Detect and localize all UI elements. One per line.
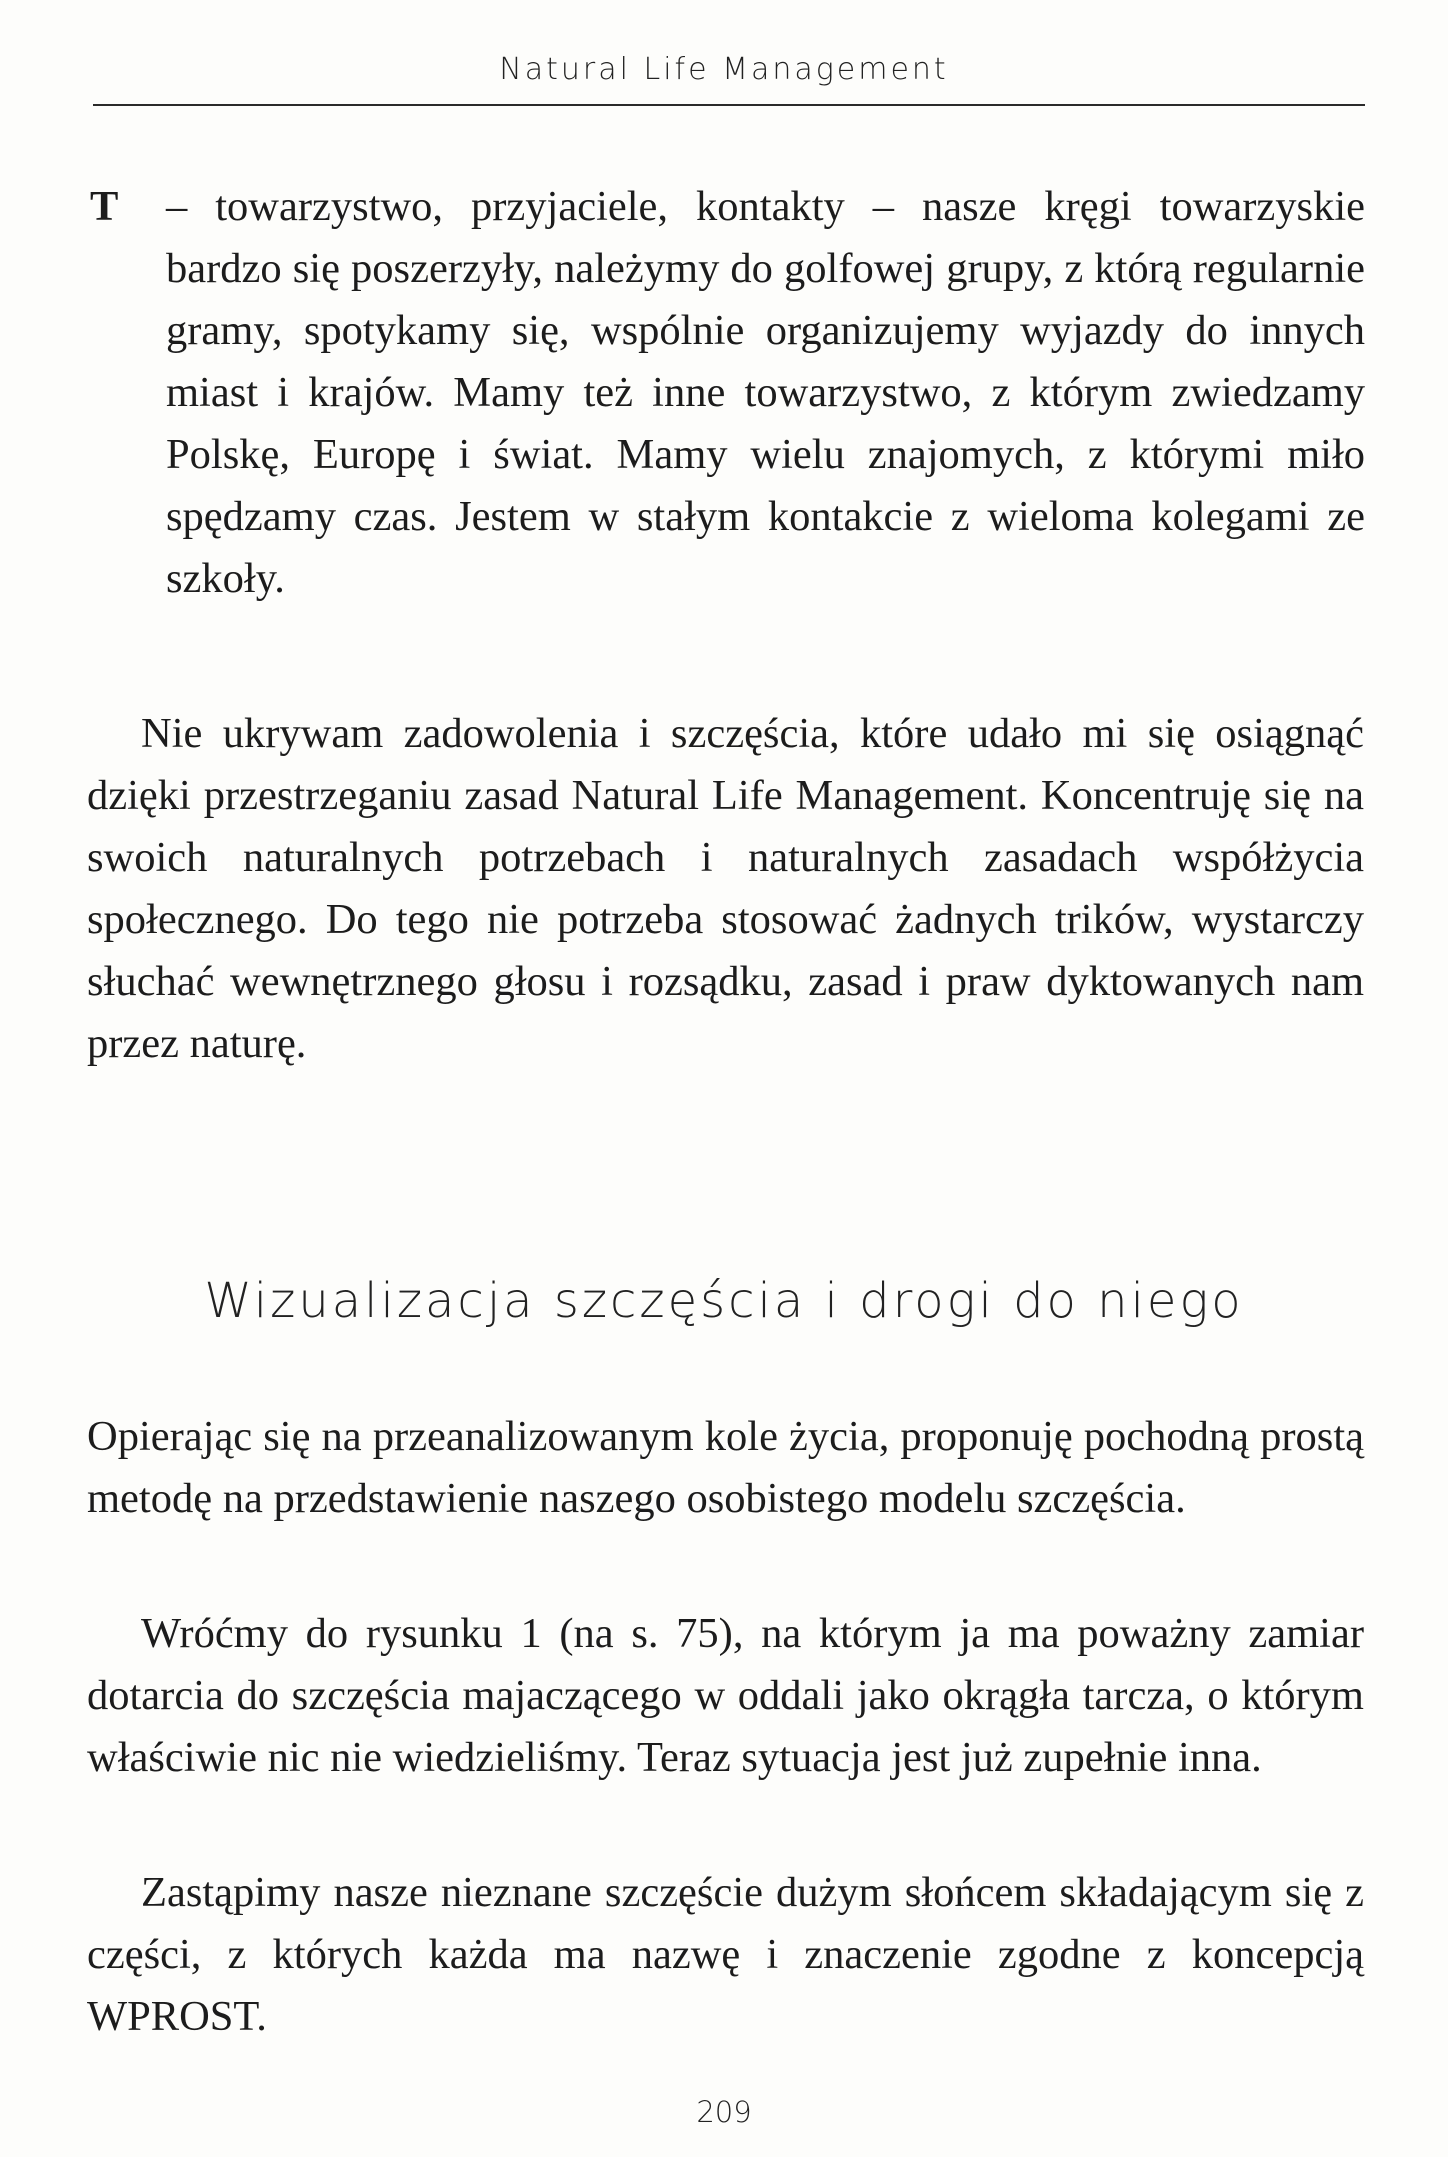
page-number: 209 — [696, 2095, 752, 2129]
section-heading: Wizualizacja szczęścia i drogi do niego — [204, 1273, 1244, 1329]
list-item-letter: T — [90, 183, 119, 230]
list-item-text: – towarzystwo, przyjaciele, kontakty – nasze kręgi towarzyskie bardzo się poszerzyły, należymy do golfowej grupy, z którą regularnie gramy, spotykamy się, wspólnie organizujemy wyjazdy do innych miast i krajów. Mamy też inne towarzystwo, z którym zwiedzamy Polskę, Europę i świat. Mamy wielu znajomych, z którymi miło spędzamy czas. Jestem w stałym kontakcie z wieloma kolegami ze szkoły. — [166, 183, 1365, 602]
header-rule — [93, 104, 1365, 106]
section-paragraph-3: Zastąpimy nasze nieznane szczęście dużym słońcem składającym się z części, z których każda ma nazwę i znaczenie zgodne z koncepcją WPROST. — [87, 1869, 1364, 2040]
running-head: Natural Life Management — [499, 52, 949, 87]
list-item-t — [90, 176, 1365, 610]
body-paragraph-1: Nie ukrywam zadowolenia i szczęścia, które udało mi się osiągnąć dzięki przestrzeganiu zasad Natural Life Management. Koncentruję się na swoich naturalnych potrzebach i naturalnych zasadach współżycia społecznego. Do tego nie potrzeba stosować żadnych trików, wystarczy słuchać wewnętrznego głosu i rozsądku, zasad i praw dyktowanych nam przez naturę. — [87, 710, 1364, 1067]
section-paragraph-2: Wróćmy do rysunku 1 (na s. 75), na którym ja ma poważny zamiar dotarcia do szczęścia majaczącego w oddali jako okrągła tarcza, o którym właściwie nic nie wiedzieliśmy. Teraz sytuacja jest już zupełnie inna. — [87, 1610, 1364, 1781]
section-paragraph-1: Opierając się na przeanalizowanym kole życia, proponuję pochodną prostą metodę na przedstawienie naszego osobistego modelu szczęścia. — [87, 1413, 1364, 1522]
